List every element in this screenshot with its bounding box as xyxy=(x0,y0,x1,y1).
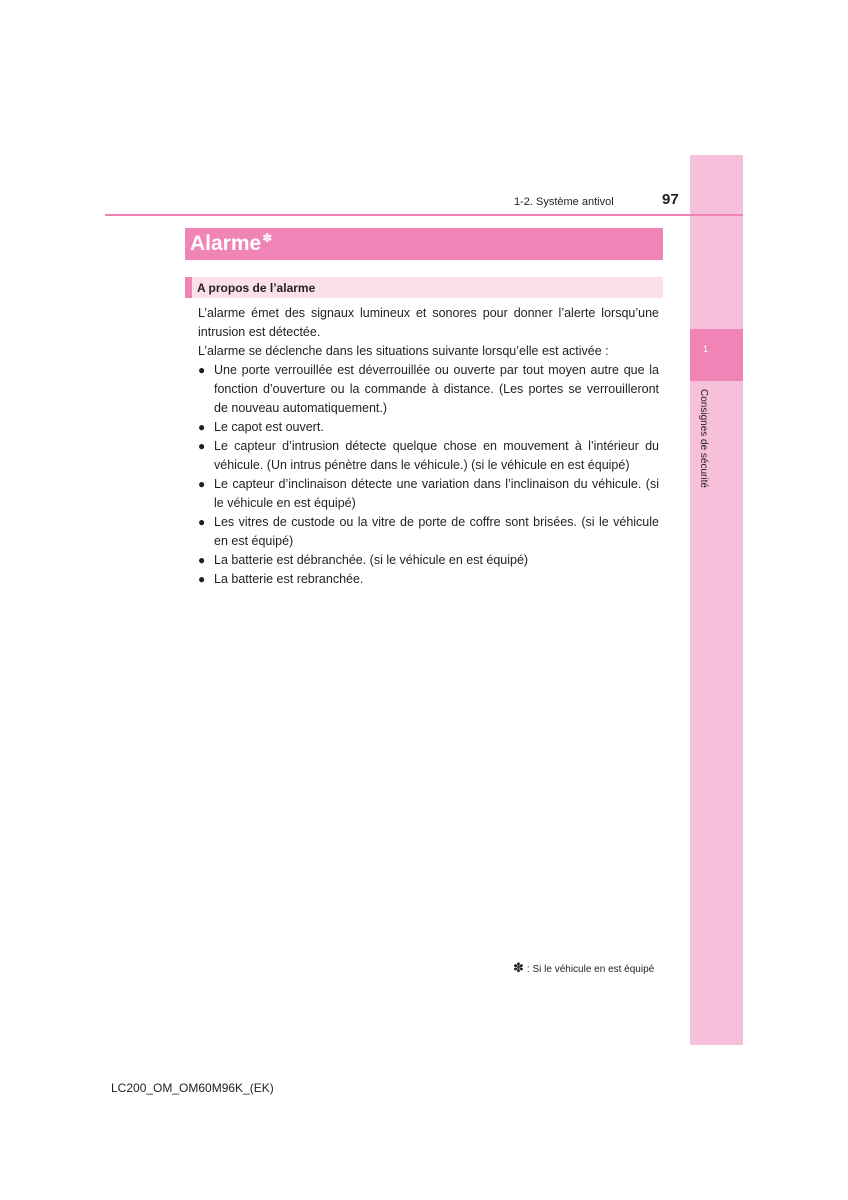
bullet-item: ● Les vitres de custode ou la vitre de porte de coffre sont brisées. (si le véhicule en est équipé) xyxy=(198,513,659,551)
page-number: 97 xyxy=(662,191,679,208)
title-bar xyxy=(185,228,663,260)
bullet-item: ● Le capteur d’intrusion détecte quelque chose en mouvement à l’intérieur du véhicule. (Un intrus pénètre dans le véhicule.) (si le véhicule en est équipé) xyxy=(198,437,659,475)
bullet-item: ● La batterie est débranchée. (si le véhicule en est équipé) xyxy=(198,551,659,570)
bullet-list xyxy=(198,361,659,589)
bullet-item: ● Une porte verrouillée est déverrouillée ou ouverte par tout moyen autre que la fonction d’ouverture ou la commande à distance. (Les portes se verrouilleront de nouveau automatiquement.) xyxy=(198,361,659,418)
bullet-item: ● Le capot est ouvert. xyxy=(198,418,659,437)
subheading-bar xyxy=(185,277,663,298)
footnote-text: : Si le véhicule en est équipé xyxy=(526,964,655,975)
paragraph: L’alarme se déclenche dans les situations suivante lorsqu’elle est activée : xyxy=(198,344,609,358)
footnote-asterisk-mark: ✽ xyxy=(513,960,524,975)
side-tab-number: 1 xyxy=(703,344,709,354)
side-tab-label: Consignes de sécurité xyxy=(698,389,709,488)
document-code: LC200_OM_OM60M96K_(EK) xyxy=(111,1081,274,1095)
page-title xyxy=(190,231,272,256)
body-text xyxy=(198,304,659,589)
side-tab xyxy=(690,155,743,1045)
side-tab-active-marker xyxy=(690,329,743,381)
subheading: A propos de l’alarme xyxy=(197,281,316,295)
footnote xyxy=(513,960,654,976)
header-rule xyxy=(105,214,743,216)
section-label: 1-2. Système antivol xyxy=(514,196,614,208)
title-asterisk-mark: ✽ xyxy=(262,231,273,245)
page-title-text: Alarme xyxy=(190,232,262,255)
bullet-item: ● Le capteur d’inclinaison détecte une variation dans l’inclinaison du véhicule. (si le véhicule en est équipé) xyxy=(198,475,659,513)
subheading-stripe xyxy=(185,277,192,298)
bullet-item: ● La batterie est rebranchée. xyxy=(198,570,659,589)
paragraph: L’alarme émet des signaux lumineux et sonores pour donner l’alerte lorsqu’une intrusion est détectée. xyxy=(198,306,659,339)
